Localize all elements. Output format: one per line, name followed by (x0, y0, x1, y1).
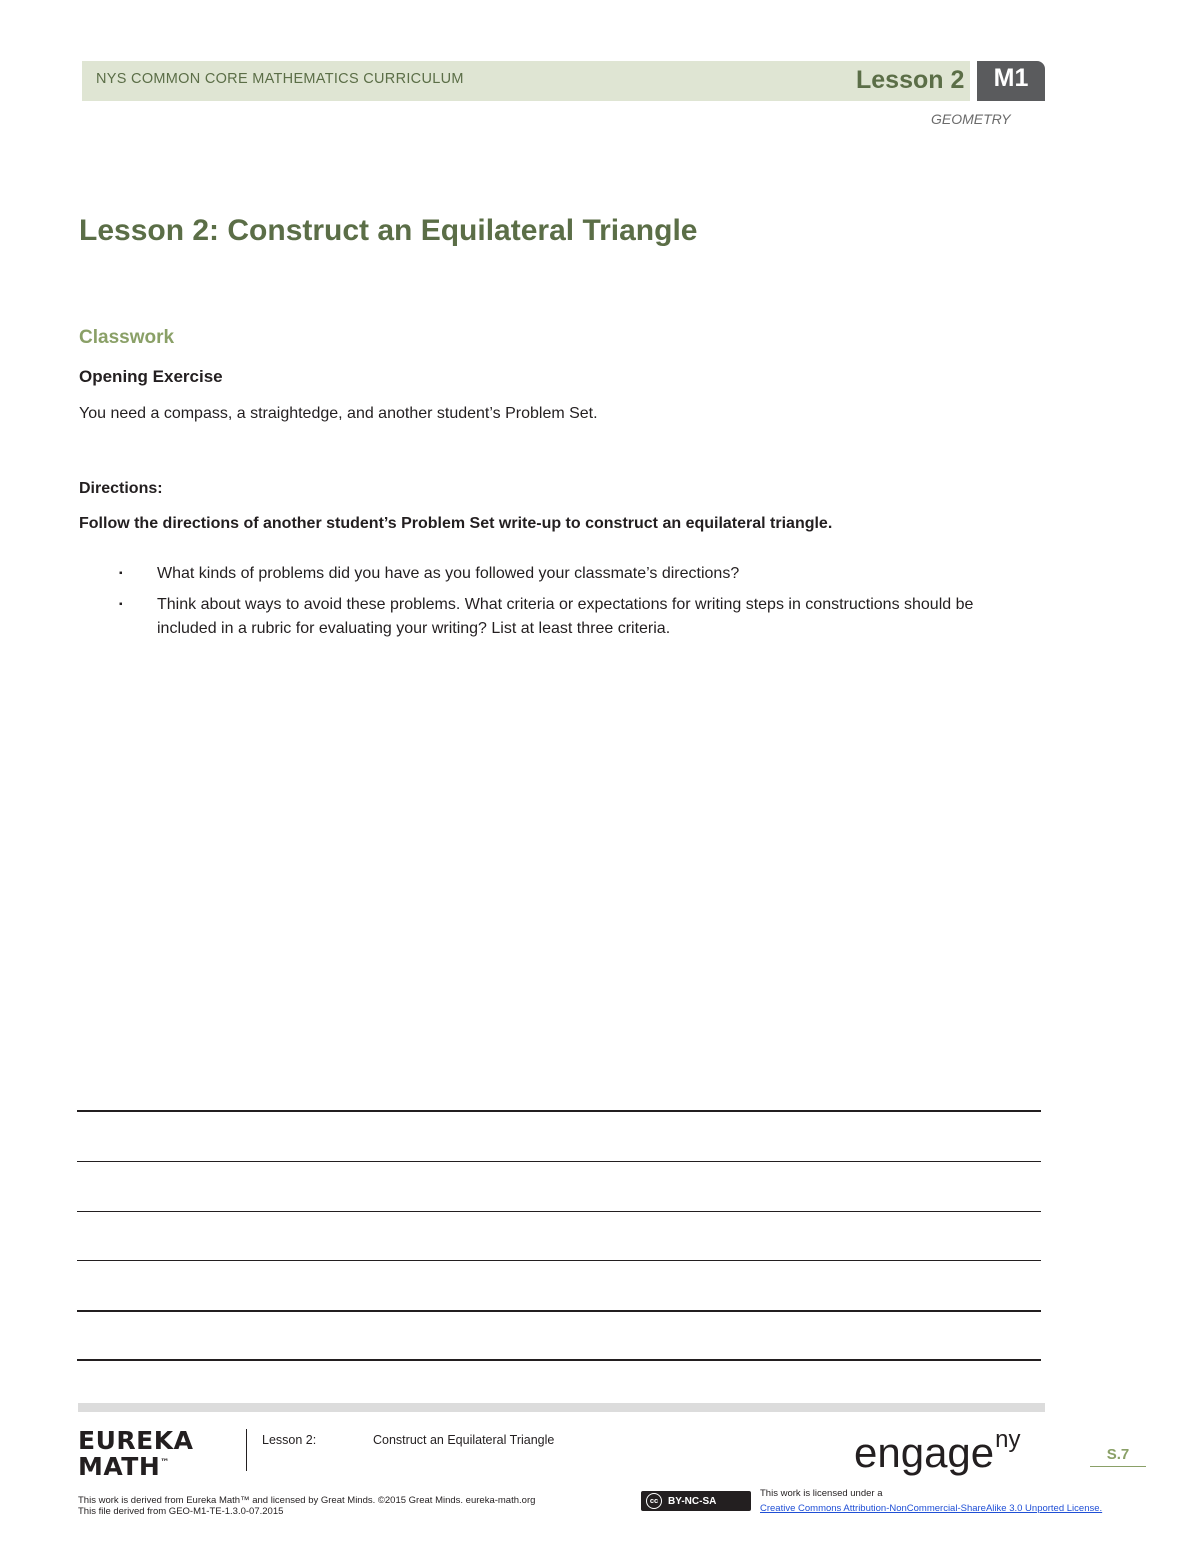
page-title: Lesson 2: Construct an Equilateral Triangle (79, 214, 698, 247)
cc-icon: cc (646, 1493, 662, 1509)
writing-line (77, 1260, 1041, 1261)
page-number: S.7 (1090, 1446, 1146, 1467)
writing-line (77, 1211, 1041, 1212)
engageny-logo: engage$^{ny}$ (854, 1426, 1021, 1476)
license-intro: This work is licensed under a (760, 1488, 883, 1499)
bullet-marker: ▪ (119, 568, 123, 579)
footer-divider (78, 1403, 1045, 1412)
source-file-text: This file derived from GEO-M1-TE-1.3.0-07.2015 (78, 1506, 284, 1517)
footer-lesson-title: Construct an Equilateral Triangle (373, 1433, 555, 1447)
section-heading: Classwork (79, 327, 175, 348)
attribution-text: This work is derived from Eureka Math™ and licensed by Great Minds. ©2015 Great Minds. eureka-math.org (78, 1495, 536, 1506)
cc-license-badge: cc BY-NC-SA (641, 1491, 751, 1511)
footer-separator (246, 1429, 247, 1471)
module-label: M1 (993, 64, 1029, 92)
lesson-tag: Lesson 2 (856, 66, 965, 94)
bullet-marker: ▪ (119, 599, 123, 610)
bullet-item: Think about ways to avoid these problems. What criteria or expectations for writing steps in constructions should be included in a rubric for evaluating your writing? List at least three criteria. (157, 596, 974, 637)
curriculum-label: NYS COMMON CORE MATHEMATICS CURRICULUM (96, 71, 464, 87)
logo-line-2: MATH™ (78, 1452, 170, 1481)
directions-text: Follow the directions of another student’s Problem Set write-up to construct an equilateral triangle. (79, 515, 833, 532)
logo-line-1: EUREKA (78, 1426, 194, 1455)
eureka-math-logo (78, 1426, 194, 1481)
opening-exercise-heading: Opening Exercise (79, 367, 223, 386)
bullet-item: What kinds of problems did you have as you followed your classmate’s directions? (157, 565, 740, 582)
directions-label: Directions: (79, 480, 163, 497)
opening-exercise-text: You need a compass, a straightedge, and another student’s Problem Set. (79, 405, 598, 422)
writing-line (77, 1359, 1041, 1361)
footer-lesson-label: Lesson 2: (262, 1433, 317, 1447)
subject-label: GEOMETRY (931, 111, 1011, 127)
license-link[interactable]: Creative Commons Attribution-NonCommercial-ShareAlike 3.0 Unported License. (760, 1503, 1103, 1514)
writing-line (77, 1161, 1041, 1162)
writing-line (77, 1310, 1041, 1312)
writing-line (77, 1110, 1041, 1112)
